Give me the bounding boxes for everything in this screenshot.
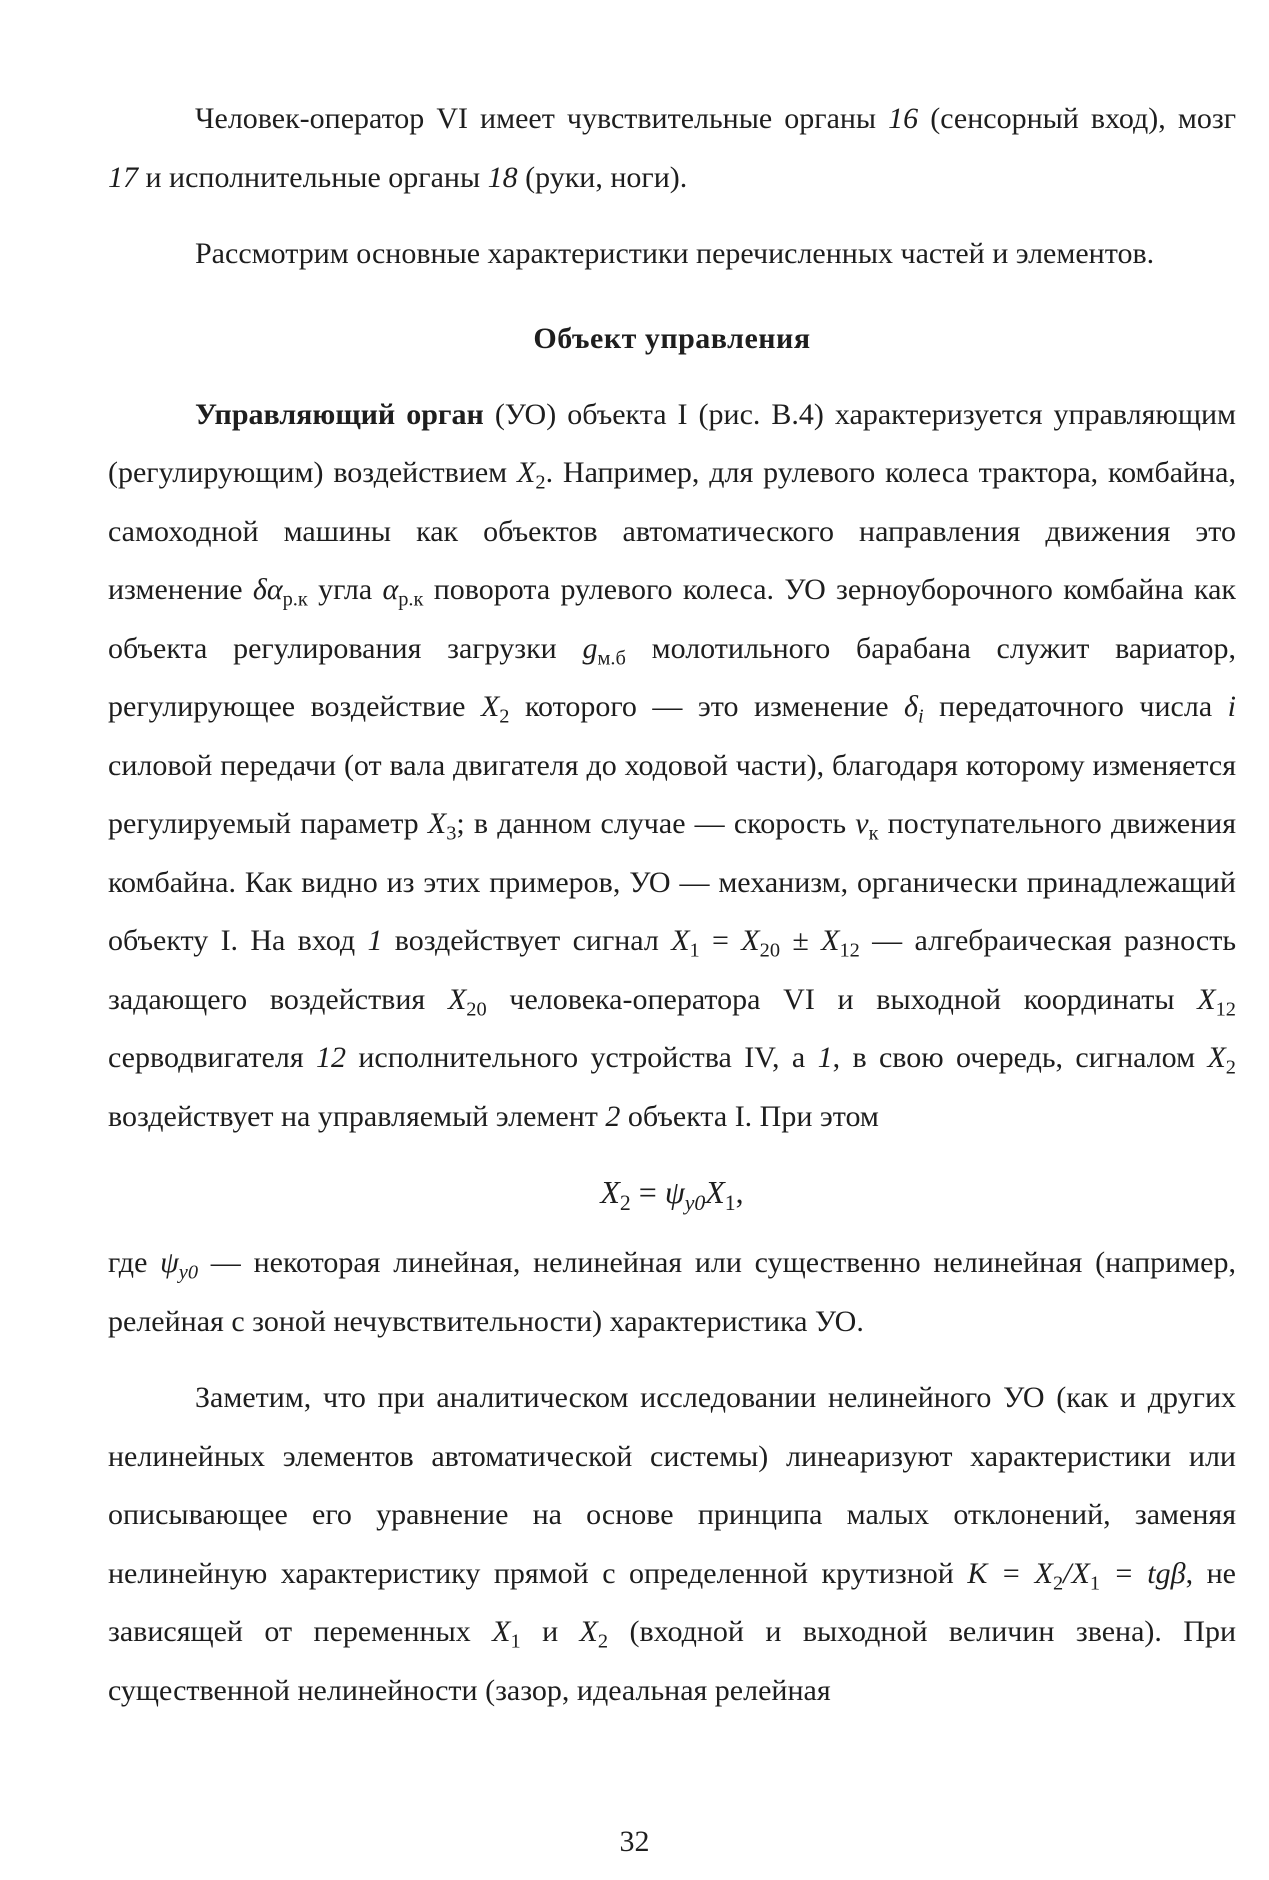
math-sub: 3 [446, 822, 457, 845]
math-sub: 1 [510, 1630, 521, 1653]
math-var: = tgβ [1100, 1556, 1186, 1590]
paragraph-operator [108, 90, 1236, 207]
ref-number: 1 [367, 924, 383, 957]
math-var: X [579, 1615, 598, 1648]
text-run: , не зависящей от переменных [108, 1556, 1236, 1648]
math-var: X [741, 924, 760, 957]
math-var: g [582, 631, 598, 665]
text-run: силовой передачи (от вала двигателя до ходовой части), благодаря которому изменяется регулируемый параметр [108, 748, 1236, 840]
math-sub: 2 [597, 1630, 609, 1653]
math-sub: 2 [1225, 1056, 1236, 1079]
text-run: и [520, 1615, 580, 1648]
math-var: X [492, 1615, 511, 1648]
math-sub: р.к [398, 588, 424, 611]
math-op: = [630, 1174, 665, 1210]
math-var: X [1197, 982, 1216, 1016]
math-var: ψ [664, 1174, 685, 1210]
math-op: = [699, 924, 742, 957]
text-run: исполнительного устройства IV, а [345, 1041, 818, 1074]
math-sub: 2 [619, 1190, 631, 1215]
math-sub: 1 [724, 1190, 736, 1215]
ref-number: 1 [817, 1041, 833, 1074]
text-run: воздействует на управляемый элемент [108, 1099, 606, 1133]
math-sub: 12 [839, 939, 860, 962]
text-run: поступательного движения комбайна. Как видно из этих примеров, УО — механизм, органически принадлежащий объекту I. На вход [108, 807, 1236, 957]
display-formula [108, 1160, 1236, 1224]
text-run: которого — это изменение [509, 690, 905, 723]
math-var: δ [904, 690, 918, 723]
text-run: ; в данном случае — скорость [456, 807, 856, 840]
math-var: v [855, 807, 869, 840]
text-run: Рассмотрим основные характеристики перечисленных частей и элементов. [195, 237, 1155, 270]
paragraph-linearization [108, 1369, 1236, 1720]
text-run: Заметим, что при аналитическом исследовании нелинейного УО (как и других нелинейных элементов автоматической системы) линеаризуют характеристики или описывающее его уравнение на основе принципа малых отклонений, заменяя нелинейную характеристику прямой с определенной крутизной [108, 1381, 1236, 1590]
text-run: Человек-оператор VI имеет чувствительные органы [195, 102, 889, 135]
text-run: человека-оператора VI и выходной координаты [486, 982, 1198, 1016]
text-run: серводвигателя [108, 1041, 316, 1074]
text-run: и исполнительные органы [138, 160, 488, 194]
math-var: X [480, 690, 500, 723]
math-sub: 1 [689, 939, 700, 962]
ref-number: 2 [605, 1099, 621, 1133]
math-var: X [447, 982, 467, 1016]
text-run: где [108, 1246, 161, 1279]
math-sub: к [868, 822, 879, 845]
math-sub: 20 [466, 998, 487, 1021]
ref-number: 16 [888, 102, 919, 135]
ref-number: 17 [108, 160, 138, 194]
math-sub: y0 [684, 1190, 706, 1215]
text-run: . Например, для рулевого колеса трактора, комбайна, самоходной машины как объектов автоматического направления движения это изменение [108, 456, 1236, 606]
math-sub: 1 [1089, 1572, 1101, 1595]
ref-number: 18 [487, 160, 518, 194]
ref-number: 12 [315, 1041, 346, 1074]
math-sub: р.к [282, 588, 308, 611]
term-bold: Управляющий орган [195, 397, 484, 431]
text-run: , в свою очередь, сигналом [832, 1041, 1208, 1074]
text-run: передаточного числа [923, 690, 1228, 723]
text-run: молотильного барабана служит вариатор, регулирующее воздействие [108, 631, 1236, 723]
page-body [108, 90, 1236, 1720]
section-heading: Объект управления [533, 321, 811, 355]
paragraph-where [108, 1234, 1236, 1351]
math-var: X [705, 1174, 725, 1210]
paragraph-consider [108, 225, 1236, 284]
page-number: 32 [619, 1825, 650, 1858]
math-sub: м.б [597, 647, 626, 670]
text-run: (руки, ноги). [517, 160, 688, 194]
math-var: i [1227, 690, 1236, 723]
math-sub: 2 [1052, 1572, 1064, 1595]
math-op: , [735, 1174, 744, 1210]
math-var: ψ [160, 1246, 179, 1279]
math-sub: 20 [759, 939, 781, 962]
math-sub: 2 [535, 471, 546, 494]
math-op: ± [780, 924, 822, 957]
math-var: X [427, 807, 447, 840]
math-var: X [1207, 1041, 1226, 1074]
text-run: поворота рулевого колеса. УО зерноуборочного комбайна как объекта регулирования загрузки [108, 573, 1237, 665]
text-run: — алгебраическая разность задающего воздействия [108, 924, 1237, 1016]
text-run: (сенсорный вход), мозг [918, 102, 1236, 135]
math-sub: i [918, 705, 924, 728]
text-run: (входной и выходной величин звена). При существенной нелинейности (зазор, идеальная релейная [108, 1615, 1236, 1707]
text-run: (УО) объекта I (рис. В.4) характеризуется управляющим (регулирующим) воздействием [108, 397, 1236, 489]
text-run: объекта I. При этом [620, 1099, 879, 1133]
paragraph-control-organ [108, 386, 1236, 1147]
math-var: α [382, 573, 399, 606]
math-sub: y0 [178, 1261, 199, 1284]
math-var: /X [1063, 1556, 1090, 1590]
math-sub: 12 [1215, 998, 1236, 1021]
math-var: X [600, 1174, 620, 1210]
math-var: X [821, 924, 840, 957]
math-sub: 2 [499, 705, 510, 728]
math-var: X [671, 924, 690, 957]
text-run: угла [307, 573, 383, 606]
text-run: воздействует сигнал [382, 924, 672, 957]
text-run: — некоторая линейная, нелинейная или существенно нелинейная (например, релейная с зоной нечувствительности) характеристика УО. [108, 1246, 1236, 1338]
math-var: δα [252, 573, 283, 606]
math-var: X [517, 456, 536, 489]
math-var: K = X [967, 1556, 1053, 1590]
